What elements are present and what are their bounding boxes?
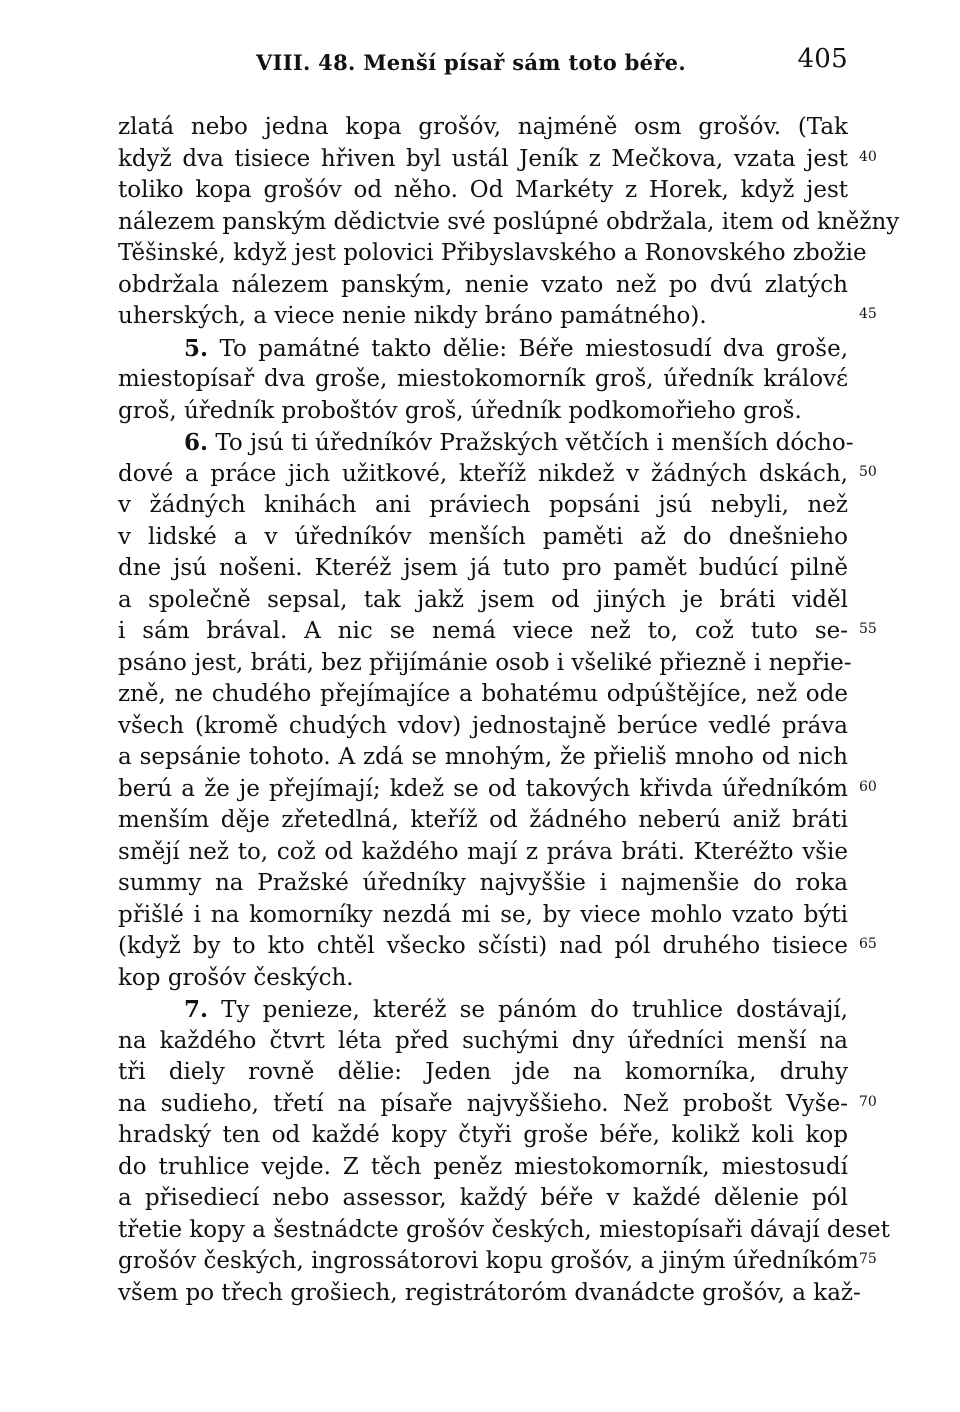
text-line bbox=[118, 900, 848, 932]
margin-line-number: 70 bbox=[859, 1093, 877, 1110]
text-line bbox=[118, 585, 848, 617]
text-line bbox=[118, 333, 848, 365]
line-text: všech (kromě chudých vdov) jednostajně berúce vedlé práva bbox=[118, 712, 848, 739]
text-line bbox=[118, 1152, 848, 1184]
running-title: VIII. 48. Menší písař sám toto béře. bbox=[256, 50, 686, 75]
line-text: menším děje zřetedlná, kteříž od žádného neberú aniž bráti bbox=[118, 807, 848, 833]
line-text: Těšinské, když jest polovici Přibyslavského a Ronovského zbožie bbox=[118, 240, 867, 266]
text-line bbox=[118, 679, 848, 711]
line-text: všem po třech grošiech, registrátoróm dvanádcte grošóv, a kaž- bbox=[118, 1279, 861, 1306]
line-text: Ty penieze, kteréž se pánóm do truhlice dostávají, bbox=[221, 997, 848, 1023]
paragraph-number: 7. bbox=[184, 996, 209, 1023]
text-line bbox=[118, 994, 848, 1026]
running-header bbox=[118, 44, 848, 80]
line-text: zně, ne chudého přejímajíce a bohatému odpúštějíce, než ode bbox=[118, 681, 848, 707]
text-line bbox=[118, 1278, 861, 1310]
line-text: summy na Pražské úředníky najvyššie i najmenšie do roka bbox=[118, 870, 848, 896]
text-line bbox=[118, 963, 848, 995]
text-line bbox=[118, 616, 877, 648]
text-line bbox=[118, 805, 848, 837]
line-text: na každého čtvrt léta před suchými dny úředníci menší na bbox=[118, 1027, 848, 1054]
margin-line-number: 60 bbox=[859, 778, 877, 795]
line-text: nálezem panským dědictvie své poslúpné obdržala, item od kněžny bbox=[118, 208, 900, 235]
text-line bbox=[118, 774, 877, 806]
line-text: To jsú ti úředníkóv Pražských větčích i menších dócho- bbox=[215, 430, 854, 456]
line-text: a přisediecí nebo assessor, každý béře v každé dělenie pól bbox=[118, 1185, 848, 1211]
line-text: toliko kopa grošóv od něho. Od Markéty z Horek, když jest bbox=[118, 177, 848, 203]
paragraph-number: 6. bbox=[184, 429, 209, 456]
line-text: do truhlice vejde. Z těch peněz miestokomorník, miestosudí bbox=[118, 1153, 848, 1180]
body-text bbox=[118, 112, 900, 1309]
text-line bbox=[118, 711, 848, 743]
text-line bbox=[118, 868, 848, 900]
line-text: i sám brával. A nic se nemá viece než to, což tuto se- bbox=[118, 618, 848, 644]
text-line bbox=[118, 1183, 848, 1215]
text-line bbox=[118, 1246, 877, 1278]
margin-line-number: 50 bbox=[859, 463, 877, 480]
line-text: obdržala nálezem panským, nenie vzato než po dvú zlatých bbox=[118, 271, 848, 298]
page-number: 405 bbox=[797, 44, 848, 74]
text-line bbox=[118, 553, 848, 585]
text-line bbox=[118, 396, 848, 428]
text-line bbox=[118, 1215, 890, 1247]
line-text: (když by to kto chtěl všecko sčísti) nad pól druhého tisiece bbox=[118, 933, 848, 959]
line-text: uherských, a viece nenie nikdy bráno památného). bbox=[118, 303, 707, 329]
margin-line-number: 75 bbox=[859, 1251, 877, 1267]
text-line bbox=[118, 175, 848, 207]
text-line bbox=[118, 742, 848, 774]
line-text: To památné takto dělie: Béře miestosudí dva groše, bbox=[219, 335, 848, 362]
line-text: na sudieho, třetí na písaře najvyššieho. Než probošt Vyše- bbox=[118, 1090, 848, 1117]
text-line bbox=[118, 1120, 848, 1152]
text-line bbox=[118, 490, 848, 522]
line-text: v lidské a v úředníkóv menších paměti až do dnešnieho bbox=[118, 523, 848, 550]
text-line bbox=[118, 364, 848, 396]
margin-line-number: 65 bbox=[859, 936, 877, 952]
text-line bbox=[118, 144, 877, 176]
text-line bbox=[118, 112, 848, 144]
line-text: tři diely rovně dělie: Jeden jde na komorníka, druhy bbox=[118, 1059, 848, 1085]
text-line bbox=[118, 837, 848, 869]
line-text: v žádných knihách ani práviech popsáni jsú nebyli, než bbox=[118, 492, 848, 518]
text-line bbox=[118, 207, 900, 239]
text-line bbox=[118, 301, 877, 333]
line-text: smějí než to, což od každého mají z práva bráti. Kteréžto všie bbox=[118, 838, 848, 865]
line-text: a společně sepsal, tak jakž jsem od jiných je bráti viděl bbox=[118, 586, 848, 613]
line-text: když dva tisiece hřiven byl ustál Jeník z Mečkova, vzata jest bbox=[118, 145, 848, 172]
line-text: miestopísař dva groše, miestokomorník groš, úředník královέ bbox=[118, 366, 848, 392]
line-text: kop grošóv českých. bbox=[118, 964, 354, 991]
line-text: psáno jest, bráti, bez přijímánie osob i všeliké přiezně i nepřie- bbox=[118, 649, 852, 676]
line-text: zlatá nebo jedna kopa grošóv, najméně osm grošóv. (Tak bbox=[118, 114, 848, 140]
text-line bbox=[118, 1057, 848, 1089]
margin-line-number: 45 bbox=[859, 306, 877, 322]
paragraph-number: 5. bbox=[184, 334, 209, 362]
text-line bbox=[118, 427, 854, 459]
text-line bbox=[118, 648, 852, 680]
text-line bbox=[118, 238, 867, 270]
line-text: dové a práce jich užitkové, kteříž nikdež v žádných dskách, bbox=[118, 460, 848, 487]
margin-line-number: 55 bbox=[859, 621, 877, 637]
line-text: přišlé i na komorníky nezdá mi se, by viece mohlo vzato býti bbox=[118, 901, 848, 928]
text-line bbox=[118, 459, 877, 491]
text-line bbox=[118, 270, 848, 302]
line-text: grošóv českých, ingrossátorovi kopu grošóv, a jiným úředníkóm bbox=[118, 1248, 859, 1274]
text-line bbox=[118, 1089, 877, 1121]
line-text: třetie kopy a šestnádcte grošóv českých, miestopísaři dávají deset bbox=[118, 1216, 890, 1243]
text-line bbox=[118, 1026, 848, 1058]
line-text: berú a že je přejímají; kdež se od takových křivda úředníkóm bbox=[118, 775, 848, 802]
line-text: a sepsánie tohoto. A zdá se mnohým, že přieliš mnoho od nich bbox=[118, 744, 848, 770]
text-line bbox=[118, 522, 848, 554]
text-line bbox=[118, 931, 877, 963]
line-text: hradský ten od každé kopy čtyři groše béře, kolikž koli kop bbox=[118, 1122, 848, 1148]
line-text: dne jsú nošeni. Kteréž jsem já tuto pro pamět budúcí pilně bbox=[118, 555, 848, 581]
line-text: groš, úředník proboštóv groš, úředník podkomořieho groš. bbox=[118, 397, 802, 424]
margin-line-number: 40 bbox=[859, 148, 877, 165]
